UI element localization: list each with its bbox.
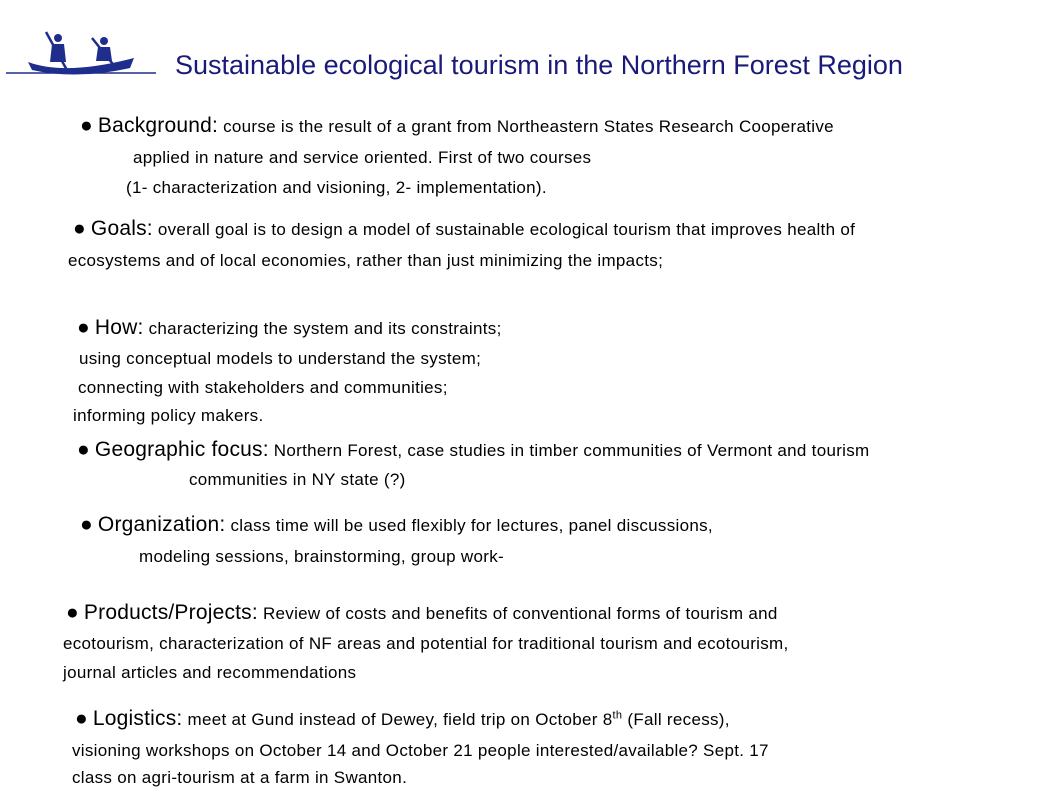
logistics-text: meet at Gund instead of Dewey, field trip on October 8 [187, 710, 613, 729]
slide-title: Sustainable ecological tourism in the Northern Forest Region [175, 50, 903, 80]
bullet: ● [77, 316, 90, 339]
goals-text: overall goal is to design a model of sustainable ecological tourism that improves health of [157, 220, 856, 239]
background-line-2: applied in nature and service oriented. First of two courses [133, 148, 592, 167]
organization-heading: Organization: [97, 513, 226, 536]
logistics-line-1 [75, 707, 730, 732]
products-line-3: journal articles and recommendations [63, 663, 357, 682]
ordinal-suffix: th [612, 709, 623, 722]
how-text: characterizing the system and its constraints; [148, 319, 502, 338]
organization-line-1 [80, 513, 713, 538]
logistics-line-3: class on agri-tourism at a farm in Swanton. [72, 768, 408, 787]
goals-heading: Goals: [90, 217, 153, 240]
bullet: ● [66, 601, 79, 624]
background-colon: : [212, 114, 219, 137]
background-line-1 [80, 114, 834, 139]
bullet: ● [80, 114, 93, 137]
how-line-2: using conceptual models to understand the system; [79, 349, 482, 368]
how-line-1 [77, 316, 502, 341]
how-heading: How: [94, 316, 144, 339]
products-text: Review of costs and benefits of conventional forms of tourism and [262, 604, 778, 623]
goals-line-1 [73, 217, 855, 242]
background-line-3: (1- characterization and visioning, 2- implementation). [126, 178, 547, 197]
geographic-line-2: communities in NY state (?) [189, 470, 406, 489]
geographic-heading: Geographic focus: [94, 438, 269, 461]
how-line-3: connecting with stakeholders and communities; [78, 378, 448, 397]
products-line-1 [66, 601, 778, 626]
bullet: ● [77, 438, 90, 461]
organization-line-2: modeling sessions, brainstorming, group work- [139, 547, 504, 566]
organization-text: class time will be used flexibly for lectures, panel discussions, [230, 516, 713, 535]
canoe-paddlers-icon [6, 28, 156, 78]
goals-line-2: ecosystems and of local economies, rather than just minimizing the impacts; [68, 251, 664, 270]
background-heading: Background [97, 114, 212, 137]
how-line-4: informing policy makers. [73, 406, 264, 425]
bullet: ● [80, 513, 93, 536]
products-heading: Products/Projects: [83, 601, 258, 624]
geographic-text: Northern Forest, case studies in timber communities of Vermont and tourism [273, 441, 870, 460]
background-text: course is the result of a grant from Northeastern States Research Cooperative [223, 117, 834, 136]
geographic-line-1 [77, 438, 870, 463]
logistics-text-post: (Fall recess), [627, 710, 730, 729]
logistics-heading: Logistics: [92, 707, 183, 730]
bullet: ● [73, 217, 86, 240]
products-line-2: ecotourism, characterization of NF areas and potential for traditional tourism and ecotourism, [63, 634, 789, 653]
logistics-line-2: visioning workshops on October 14 and October 21 people interested/available? Sept. 17 [72, 741, 769, 760]
bullet: ● [75, 707, 88, 730]
